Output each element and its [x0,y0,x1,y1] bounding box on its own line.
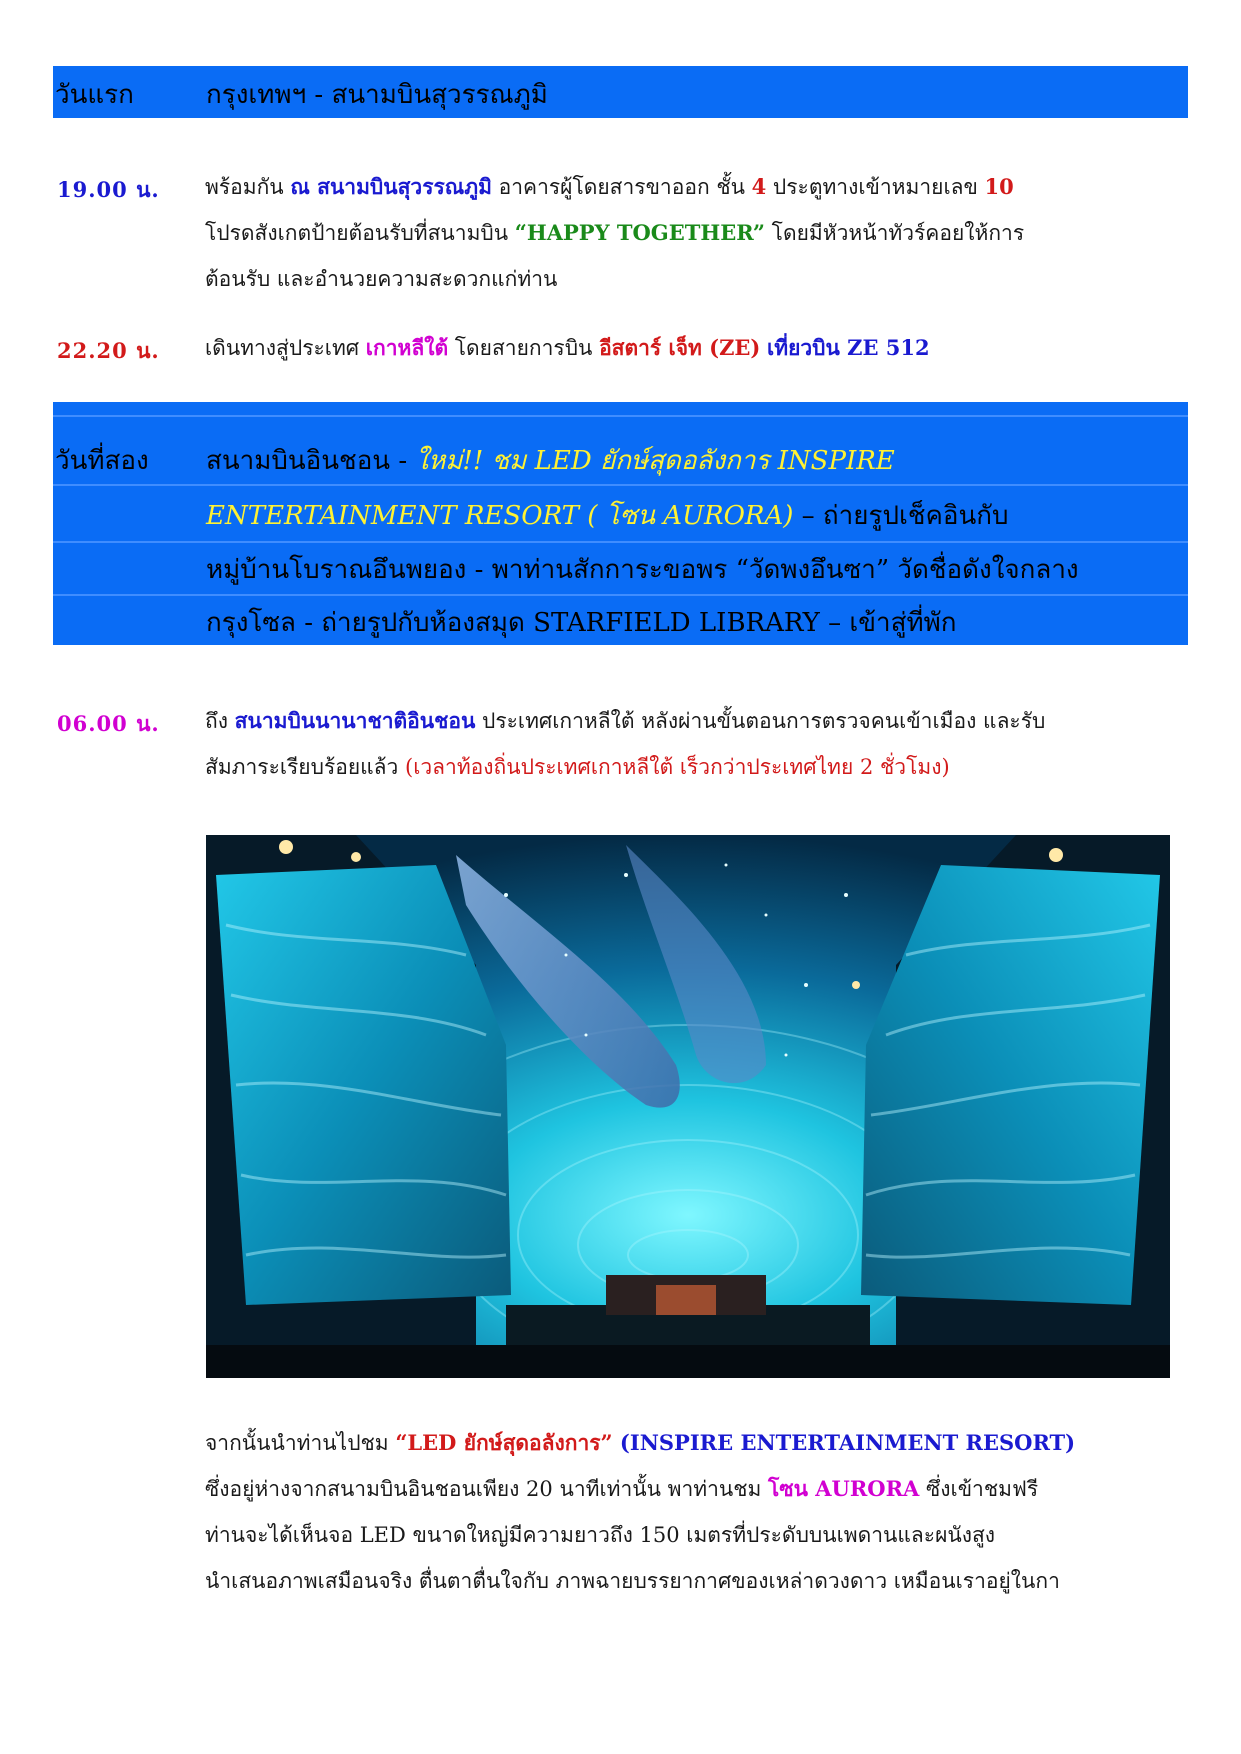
day2-title-line3: หมู่บ้านโบราณอึนพยอง - พาท่านสักการะขอพร “วัดพงอึนซา” วัดชื่อดังใจกลาง [206,555,1079,585]
day2-title-line1: สนามบินอินชอน - ใหม่!! ชม LED ยักษ์สุดอลังการ INSPIRE [206,446,895,476]
event-1900-text [205,164,1180,302]
day1-label: วันแรก [55,80,134,110]
description-line1: จากนั้นนำท่านไปชม “LED ยักษ์สุดอลังการ” (INSPIRE ENTERTAINMENT RESORT) [205,1430,1076,1455]
event-0600-line1: ถึง สนามบินนานาชาติอินชอน ประเทศเกาหลีใต้ หลังผ่านขั้นตอนการตรวจคนเข้าเมือง และรับ [205,708,1046,733]
led-ceiling-photo [206,835,1170,1378]
time-2220: 22.20 น. [57,338,160,363]
description-text [205,1420,1180,1604]
description-line4: นำเสนอภาพเสมือนจริง ตื่นตาตื่นใจกับ ภาพฉายบรรยากาศของเหล่าดวงดาว เหมือนเราอยู่ในกา [205,1569,1060,1593]
day2-divider [53,415,1188,417]
event-1900-line2: โปรดสังเกตป้ายต้อนรับที่สนามบิน “HAPPY TOGETHER” โดยมีหัวหน้าทัวร์คอยให้การ [205,220,1025,245]
event-0600-text [205,698,1180,790]
event-2220-text [205,325,1180,371]
day2-divider [53,541,1188,543]
day2-header-bar [53,402,1188,645]
day2-title-line4: กรุงโซล - ถ่ายรูปกับห้องสมุด STARFIELD LIBRARY – เข้าสู่ที่พัก [206,608,957,638]
event-2220-line1: เดินทางสู่ประเทศ เกาหลีใต้ โดยสายการบิน อีสตาร์ เจ็ท (ZE) เที่ยวบิน ZE 512 [205,335,930,360]
event-1900-line3: ต้อนรับ และอำนวยความสะดวกแก่ท่าน [205,267,558,291]
day2-divider [53,484,1188,486]
time-1900: 19.00 น. [57,177,160,202]
time-0600: 06.00 น. [57,711,160,736]
day2-label: วันที่สอง [55,446,149,476]
event-1900-line1: พร้อมกัน ณ สนามบินสุวรรณภูมิ อาคารผู้โดยสารขาออก ชั้น 4 ประตูทางเข้าหมายเลข 10 [205,174,1014,199]
description-line2: ซึ่งอยู่ห่างจากสนามบินอินชอนเพียง 20 นาทีเท่านั้น พาท่านชม โซน AURORA ซึ่งเข้าชมฟรี [205,1476,1039,1501]
event-0600-line2: สัมภาระเรียบร้อยแล้ว (เวลาท้องถิ่นประเทศเกาหลีใต้ เร็วกว่าประเทศไทย 2 ชั่วโมง) [205,755,950,779]
day2-title-line2: ENTERTAINMENT RESORT ( โซน AURORA) – ถ่ายรูปเช็คอินกับ [206,501,1009,531]
day1-title: กรุงเทพฯ - สนามบินสุวรรณภูมิ [206,80,548,110]
day1-header-bar [53,66,1188,118]
day2-divider [53,594,1188,596]
description-line3: ท่านจะได้เห็นจอ LED ขนาดใหญ่มีความยาวถึง 150 เมตรที่ประดับบนเพดานและผนังสูง [205,1523,996,1547]
